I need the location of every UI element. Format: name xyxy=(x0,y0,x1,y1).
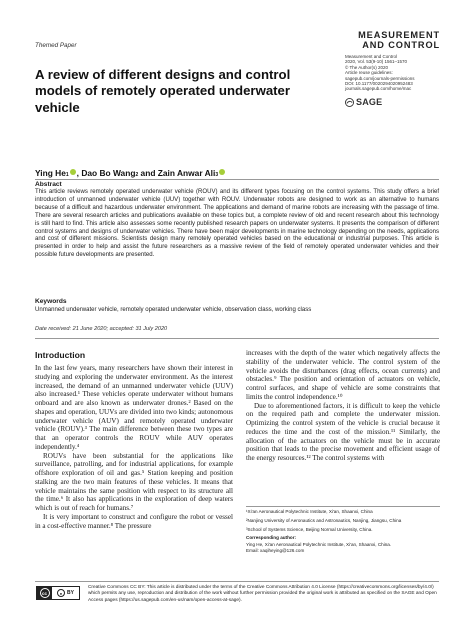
journal-name-line1: MEASUREMENT xyxy=(358,30,440,40)
corresponding-author-heading: Corresponding author: xyxy=(246,535,297,541)
journal-name xyxy=(358,31,440,50)
cc-section xyxy=(37,587,52,599)
body-paragraph: Due to aforementioned factors, it is difficult to keep the vehicle on the required path and complete the underwater mission. Optimizing the control system of the vehicle is crucial because it reduces the time and the cost of the mission.¹¹ Similarly, the allocation of the actuators on the vehicle must be in accurate position that leads to the precise movement and efficient usage of the energy resources.¹² The control systems with xyxy=(246,401,440,462)
article-title: A review of different designs and control models of remotely operated underwater vehicle xyxy=(35,67,291,115)
journal-meta-link[interactable]: journals.sagepub.com/home/mac xyxy=(345,86,412,92)
body-paragraph: ROUVs have been substantial for the applications like surveillance, patrolling, and for industrial applications, for example offshore exploration of oil and gas.⁵ Station keeping and position stalking are the two main features of these vehicles. It means that vehicle maintains the same position with respect to its structure all the time.⁶ It also has applications in the exploration of deep waters which is out of reach for humans.⁷ xyxy=(35,451,233,512)
keywords-text: Unmanned underwater vehicle, remotely operated underwater vehicle, observation class, working class xyxy=(35,307,312,313)
abstract-heading: Abstract xyxy=(35,181,62,188)
author-affil-sup: 2 xyxy=(135,172,139,178)
themed-paper-label: Themed Paper xyxy=(35,42,77,49)
journal-meta-doi[interactable]: DOI: 10.1177/0020294020952483 xyxy=(345,81,413,87)
journal-meta-line: 2020, Vol. 53(9-10) 1561–1570 xyxy=(345,59,408,65)
journal-meta-line: © The Author(s) 2020 xyxy=(345,64,389,70)
introduction-heading: Introduction xyxy=(35,350,86,360)
affiliation-line: ²Nanjing University of Aeronautics and Astronautics, Nanjing, Jiangsu, China xyxy=(246,517,402,523)
sage-logo-text: SAGE xyxy=(356,97,383,107)
cc-icon: cc xyxy=(40,588,50,598)
keywords-heading: Keywords xyxy=(35,298,67,305)
affiliations-block xyxy=(246,509,440,554)
journal-meta xyxy=(345,54,455,92)
author-separator: and xyxy=(138,168,158,178)
license-rule xyxy=(35,581,439,582)
by-label: BY xyxy=(67,590,74,596)
cc-by-license-icon[interactable] xyxy=(36,586,80,600)
journal-name-line2: AND CONTROL xyxy=(362,39,440,50)
body-paragraph: It is very important to construct and configure the robot or vessel in a cost-effective manner.⁸ The pressure xyxy=(35,512,233,530)
body-paragraph: increases with the depth of the water which negatively affects the stability of the underwater vehicle. The control system of the vehicle avoids the disturbances (drag effects, ocean currents) and obstacles.⁹ The position and orientation of actuators on vehicle, control surfaces, and shape of vehicle are some constraints that limits the control independence.¹⁰ xyxy=(246,349,440,401)
body-paragraph: In the last few years, many researchers have shown their interest in studying and exploring the underwater environment. As the interest increased, the demand of an unmanned underwater vehicle (UUV) also increased.¹ These vehicles operate underwater without humans onboard and are also known as underwater drones.² Based on the shapes and operation, UUVs are divided into two kinds; autonomous underwater vehicle (AUV) and remotely operated underwater vehicle (ROUV).³ The main difference between these two types are that an operator controls the ROUV while AUV operates independently.⁴ xyxy=(35,364,233,451)
sage-logo-icon xyxy=(345,98,354,107)
author-name: Zain Anwar Ali xyxy=(157,168,216,178)
author-affil-sup: 3 xyxy=(215,172,219,178)
orcid-icon[interactable] xyxy=(70,169,76,175)
author-name: Dao Bo Wang xyxy=(81,168,136,178)
affiliation-line: ¹Xi'an Aeronautical Polytechnic Institute, Xi'an, Shaanxi, China xyxy=(246,509,373,514)
keywords-bottom-rule xyxy=(35,338,439,339)
journal-meta-line: Article reuse guidelines: xyxy=(345,70,393,76)
author-affil-sup: 1 xyxy=(65,172,69,178)
orcid-icon[interactable] xyxy=(219,169,225,175)
body-column-right xyxy=(246,349,440,463)
license-text: Creative Commons CC BY: This article is distributed under the terms of the Creative Commons Attribution 4.0 License (https://creativecommons.org/licenses/by/4.0/) which permits any use, reproduction and distribution of the work without further permission provided the original work is attributed as specified on the SAGE and Open Access pages (https://us.sagepub.com/en-us/nam/open-access-at-sage). xyxy=(88,585,437,603)
affiliation-line: ³School of Systems Science, Beijing Normal University, China. xyxy=(246,526,373,532)
affiliation-rule xyxy=(246,506,440,507)
author-name: Ying He xyxy=(35,168,66,178)
author-separator: , xyxy=(76,168,82,178)
article-dates: Date received: 21 June 2020; accepted: 31 July 2020 xyxy=(35,326,168,332)
by-section xyxy=(52,587,79,599)
author-list xyxy=(35,168,226,178)
body-column-left xyxy=(35,364,233,530)
journal-meta-line: Measurement and Control xyxy=(345,54,398,59)
corresponding-author-email[interactable]: Email: xaqiheying@126.com xyxy=(246,547,305,553)
corresponding-author-line: Ying He, Xi'an Aeronautical Polytechnic Institute, Xi'an, Shaanxi, China. xyxy=(246,541,392,547)
abstract-top-rule xyxy=(35,179,439,180)
journal-meta-link[interactable]: sagepub.com/journals-permissions xyxy=(345,75,415,81)
abstract-text: This article reviews remotely operated underwater vehicle (ROUV) and its different types focusing on the control systems. This study offers a brief introduction of unmanned underwater vehicle (UUV) together with ROUV. Underwater robots are designed to work as an alternative to humans because of a difficult and hazardous underwater environment. The applications and demand of marine robots are increasing with the passage of time. There are several research articles and publications available on these topics but, a complete review of old and recent research about this technology is still hard to find. This article also assesses some recently published research papers on underwater systems. It presents the comparison of different control systems and designs of underwater vehicles. There have been major developments in marine technology depending on the needs, applications and cost of different missions. Scientists design many remotely operated vehicles based on the educational or industrial purposes. This article is presented in order to help and assist the future researchers as a massive review of the field of remotely operated underwater vehicles and their possible future developments are presented. xyxy=(35,189,439,259)
sage-logo xyxy=(345,97,382,107)
person-icon: ● xyxy=(57,589,65,597)
